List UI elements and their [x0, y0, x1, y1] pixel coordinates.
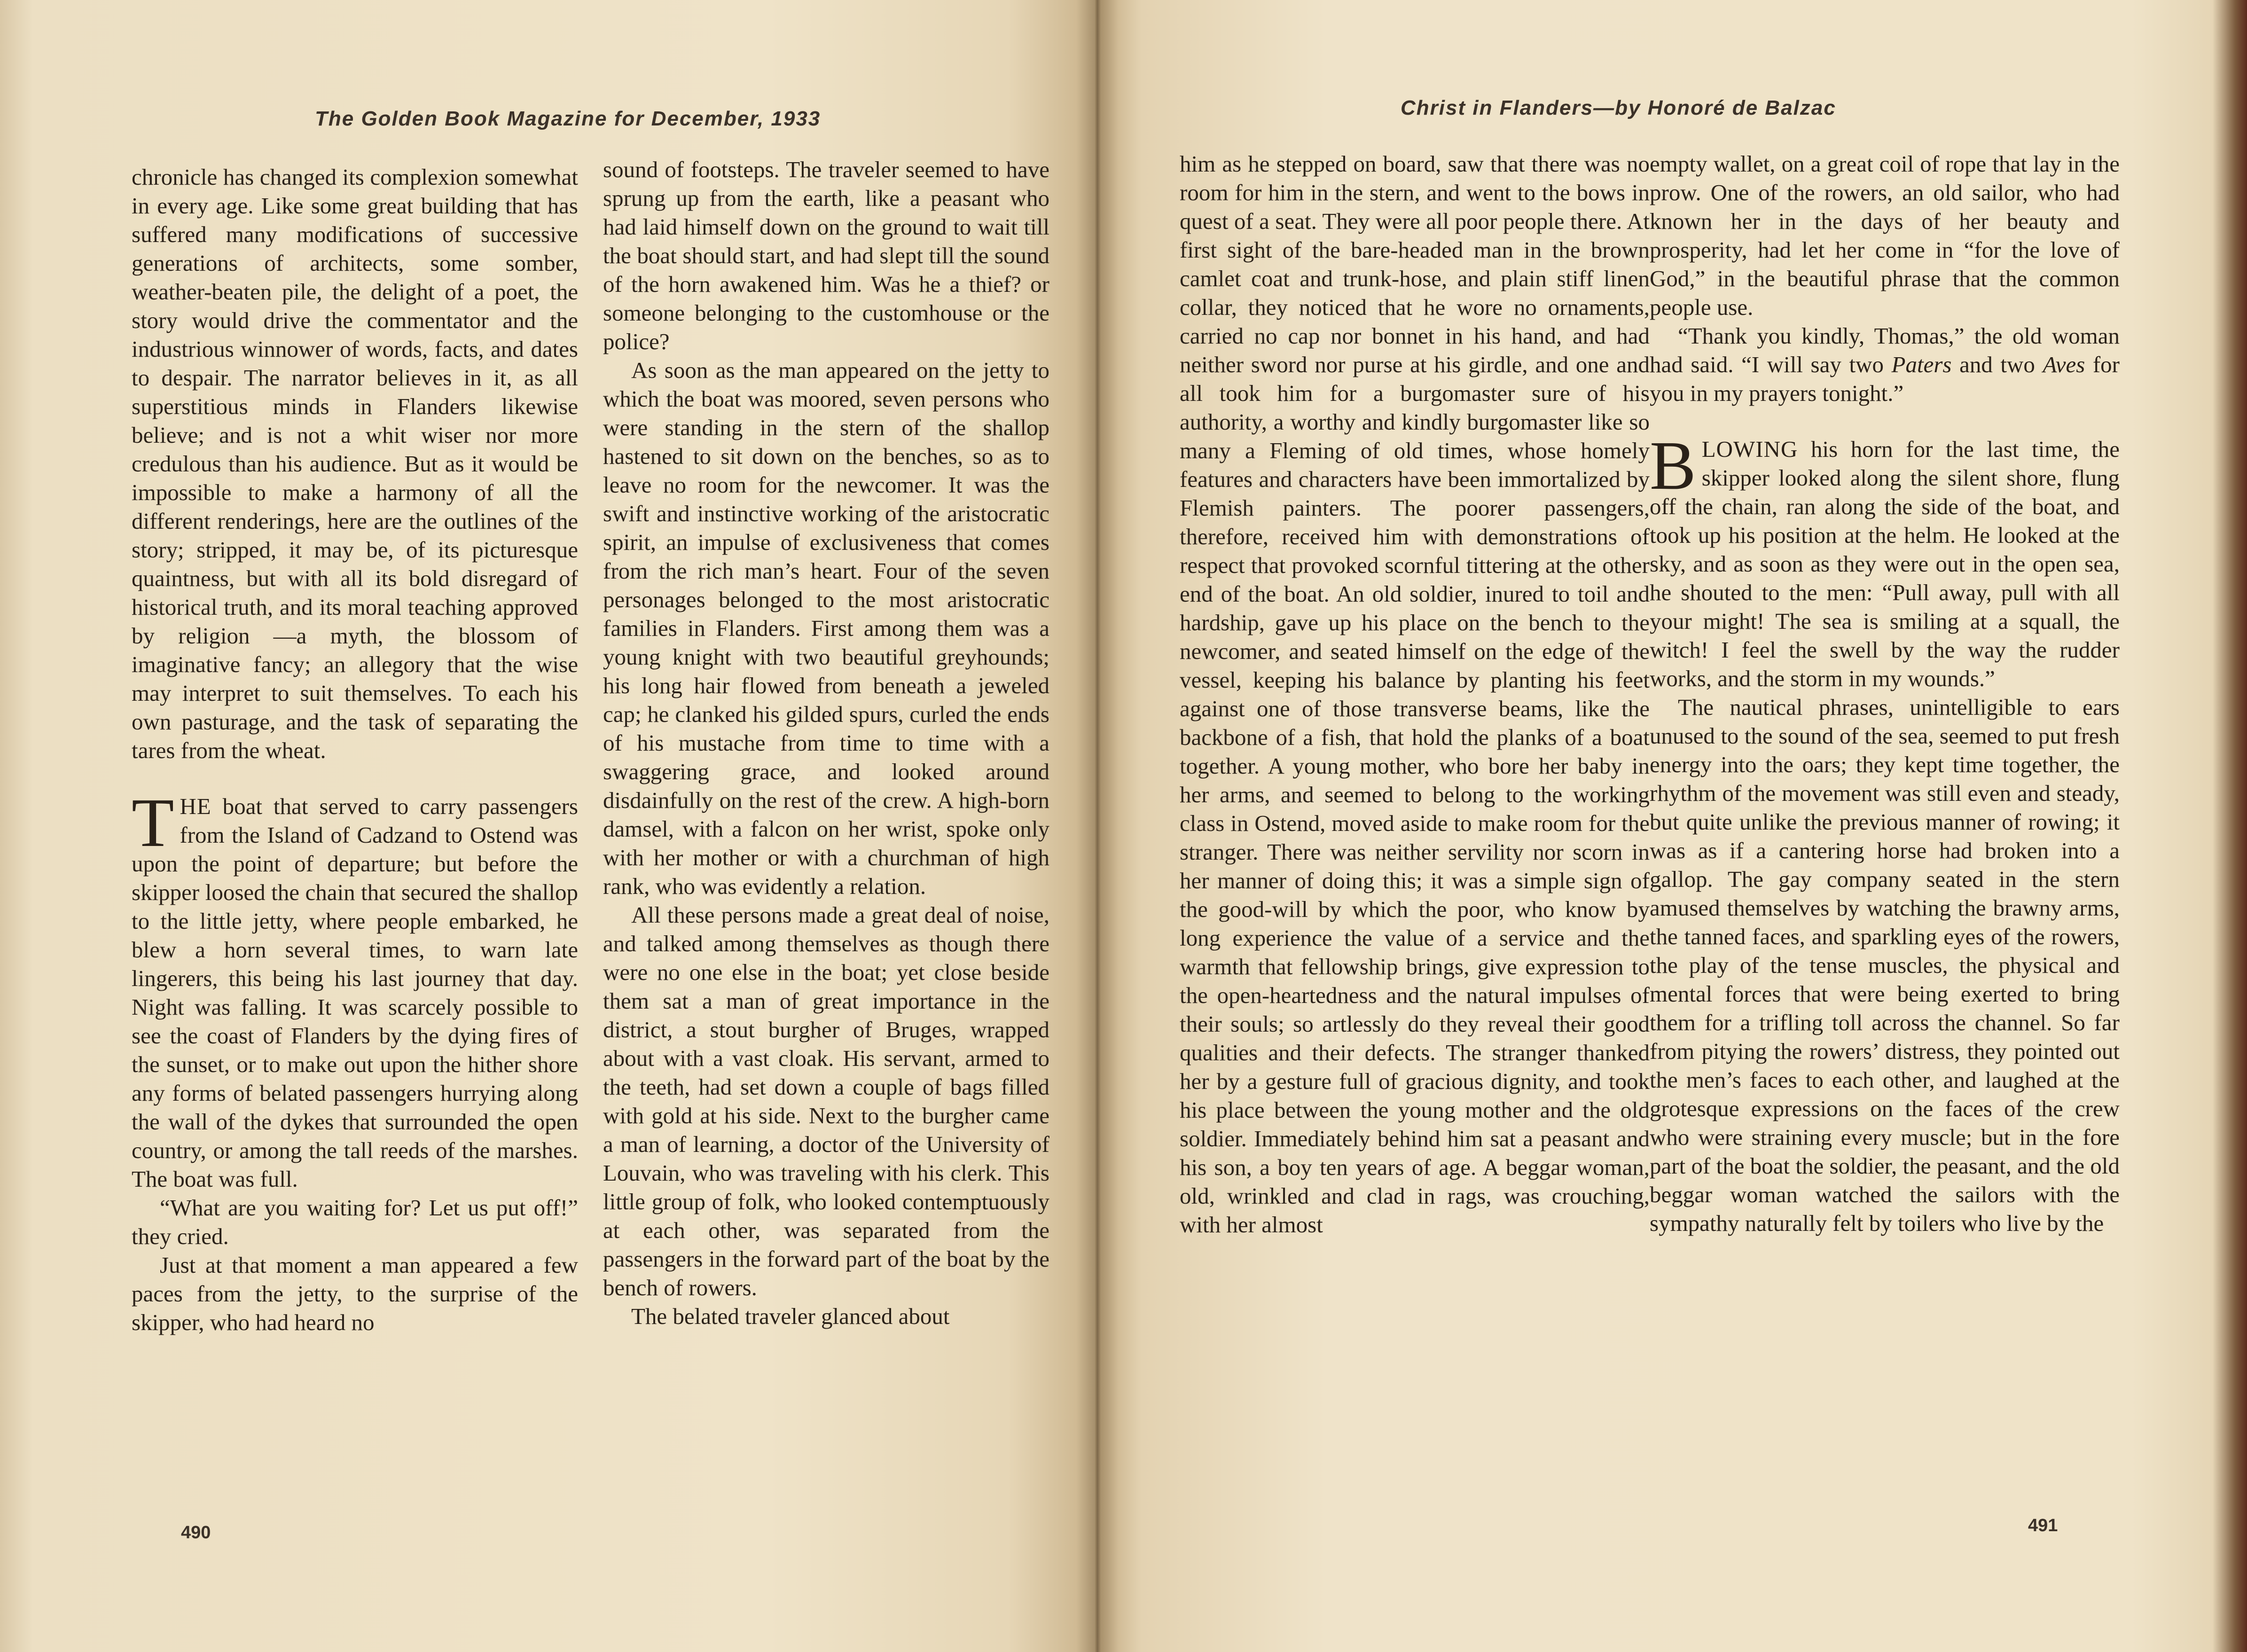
right-column-1 — [1180, 149, 1650, 1239]
paragraph: The belated traveler glanced about — [631, 1303, 950, 1329]
paragraph-text: boat that served to carry passengers from the Island of Cadzand to Ostend was upon the point of departure; but before the skipper loosed the chain that secured the shallop to the little jetty, where people embarked, he blew a horn several times, to warn late lingerers, this being his last journey that day. Night was falling. It was scarcely possible to see the coast of Flanders by the dying fires of the sunset, or to make out upon the hither shore any forms of belated passengers hurrying along the wall of the dykes that surrounded the open country, or among the tall reeds of the marshes. The boat was full. — [132, 793, 578, 1192]
paragraph: empty wallet, on a great coil of rope that lay in the prow. One of the rowers, an old sailor, who had known her in the days of her beauty and prosperity, had let her come in “for the love of God,” in the beautiful phrase that the common people use. — [1650, 151, 2120, 320]
running-head-right: Christ in Flanders—by Honoré de Balzac — [1401, 96, 1836, 119]
gutter-shadow — [1076, 0, 1119, 1652]
small-caps-lead: HE — [180, 793, 211, 819]
drop-cap: B — [1650, 427, 1696, 504]
paragraph — [1650, 321, 2120, 407]
page-number-right: 491 — [2028, 1516, 2058, 1535]
text-run: “Thank you kindly, Thomas,” the old woman had said. “I will say two — [1650, 323, 2120, 377]
paragraph-text: his horn for the last time, the skipper looked along the silent shore, flung off the chain, ran along the side of the boat, and took up his position at the helm. He looked at the sky, and as soon as they were out in the open sea, he shouted to the men: “Pull away, pull with all your might! The sea is smiling at a squall, the witch! I feel the swell by the way the rudder works, and the storm in my wounds.” — [1650, 436, 2120, 691]
italic-word: Aves — [2043, 352, 2085, 377]
right-page — [1095, 0, 2247, 1652]
drop-cap: T — [132, 784, 174, 861]
small-caps-lead: LOWING — [1701, 436, 1798, 462]
left-column-1 — [132, 163, 578, 1337]
paragraph: Just at that moment a man appeared a few paces from the jetty, to the surprise of the skipper, who had heard no — [132, 1252, 578, 1335]
paragraph: him as he stepped on board, saw that there was no room for him in the stern, and went to the bows in quest of a seat. They were all poor people there. At first sight of the bare-headed man in the brown camlet coat and trunk-hose, and plain stiff linen collar, they noticed that he wore no ornaments, carried no cap nor bonnet in his hand, and had neither sword nor purse at his girdle, and one and all took him for a burgomaster sure of his authority, a worthy and kindly burgomaster like so many a Fleming of old times, whose homely features and characters have been immortalized by Flemish painters. The poorer passengers, therefore, received him with demonstrations of respect that provoked scornful tittering at the other end of the boat. An old soldier, inured to toil and hardship, gave up his place on the bench to the newcomer, and seated himself on the edge of the vessel, keeping his balance by planting his feet against one of those transverse beams, like the backbone of a fish, that hold the planks of a boat together. A young mother, who bore her baby in her arms, and seemed to belong to the working class in Ostend, moved aside to make room for the stranger. There was neither servility nor scorn in her manner of doing this; it was a simple sign of the good-will by which the poor, who know by long experience the value of a service and the warmth that fellowship brings, give expression to the open-heartedness and the natural impulses of their souls; so artlessly do they reveal their good qualities and their defects. The stranger thanked her by a gesture full of gracious dignity, and took his place between the young mother and the old soldier. Immediately behind him sat a peasant and his son, a boy ten years of age. A beggar woman, old, wrinkled and clad in rags, was crouching, with her almost — [1180, 151, 1650, 1237]
italic-word: Paters — [1891, 352, 1952, 377]
left-page — [0, 0, 1095, 1652]
running-head-left: The Golden Book Magazine for December, 1933 — [315, 107, 821, 130]
paragraph: sound of footsteps. The traveler seemed to have sprung up from the earth, like a peasant who had laid himself down on the ground to wait till the boat should start, and had slept till the sound of the horn awakened him. Was he a thief? or someone belonging to the customhouse or the police? — [603, 157, 1049, 354]
text-run: for you in my prayers tonight.” — [1650, 352, 2120, 406]
paragraph: All these persons made a great deal of noise, and talked among themselves as though there were no one else in the boat; yet close beside them sat a man of great importance in the district, a stout burgher of Bruges, wrapped about with a vast cloak. His servant, armed to the teeth, had set down a couple of bags filled with gold at his side. Next to the burgher came a man of learning, a doctor of the University of Louvain, who was traveling with his clerk. This little group of folk, who looked contemptuously at each other, was separated from the passengers in the forward part of the boat by the bench of rowers. — [603, 902, 1049, 1300]
paragraph: chronicle has changed its complexion somewhat in every age. Like some great building that has suffered many modifications of successive generations of architects, some somber, weather-beaten pile, the delight of a poet, the story would drive the commentator and the industrious winnower of words, facts, and dates to despair. The narrator believes in it, as all superstitious minds in Flanders likewise believe; and is not a whit wiser nor more credulous than his audience. But as it would be impossible to make a harmony of all the different renderings, here are the outlines of the story; stripped, it may be, of its picturesque quaintness, but with all its bold disregard of historical truth, and its moral teaching approved by religion —a myth, the blossom of imaginative fancy; an allegory that the wise may interpret to suit themselves. To each his own pasturage, and the task of separating the tares from the wheat. — [132, 164, 578, 763]
left-column-2 — [603, 155, 1049, 1331]
text-run: and two — [1951, 352, 2043, 377]
paragraph: “What are you waiting for? Let us put off!” they cried. — [132, 1195, 578, 1249]
paragraph: The nautical phrases, unintelligible to ears unused to the sound of the sea, seemed to put fresh energy into the oars; they kept time together, the rhythm of the movement was still even and steady, but quite unlike the previous manner of rowing; it was as if a cantering horse had broken into a gallop. The gay company seated in the stern amused themselves by watching the brawny arms, the tanned faces, and sparkling eyes of the rowers, the play of the tense muscles, the physical and mental forces that were being exerted to bring them for a trifling toll across the channel. So far from pitying the rowers’ distress, they pointed out the men’s faces to each other, and laughed at the grotesque expressions on the faces of the crew who were straining every muscle; but in the fore part of the boat the soldier, the peasant, and the old beggar woman watched the sailors with the sympathy naturally felt by toilers who live by the — [1650, 694, 2120, 1236]
paragraph-drop-cap — [132, 784, 578, 1193]
paragraph: As soon as the man appeared on the jetty to which the boat was moored, seven persons who were standing in the stern of the shallop hastened to sit down on the benches, so as to leave no room for the newcomer. It was the swift and instinctive working of the aristocratic spirit, an impulse of exclusiveness that comes from the rich man’s heart. Four of the seven personages belonged to the most aristocratic families in Flanders. First among them was a young knight with two beautiful greyhounds; his long hair flowed from beneath a jeweled cap; he clanked his gilded spurs, curled the ends of his mustache from time to time with a swaggering grace, and looked around disdainfully on the rest of the crew. A high-born damsel, with a falcon on her wrist, spoke only with her mother or with a churchman of high rank, who was evidently a relation. — [603, 357, 1049, 899]
right-column-2 — [1650, 149, 2120, 1237]
page-number-left: 490 — [181, 1523, 211, 1542]
paragraph-drop-cap — [1650, 427, 2120, 693]
